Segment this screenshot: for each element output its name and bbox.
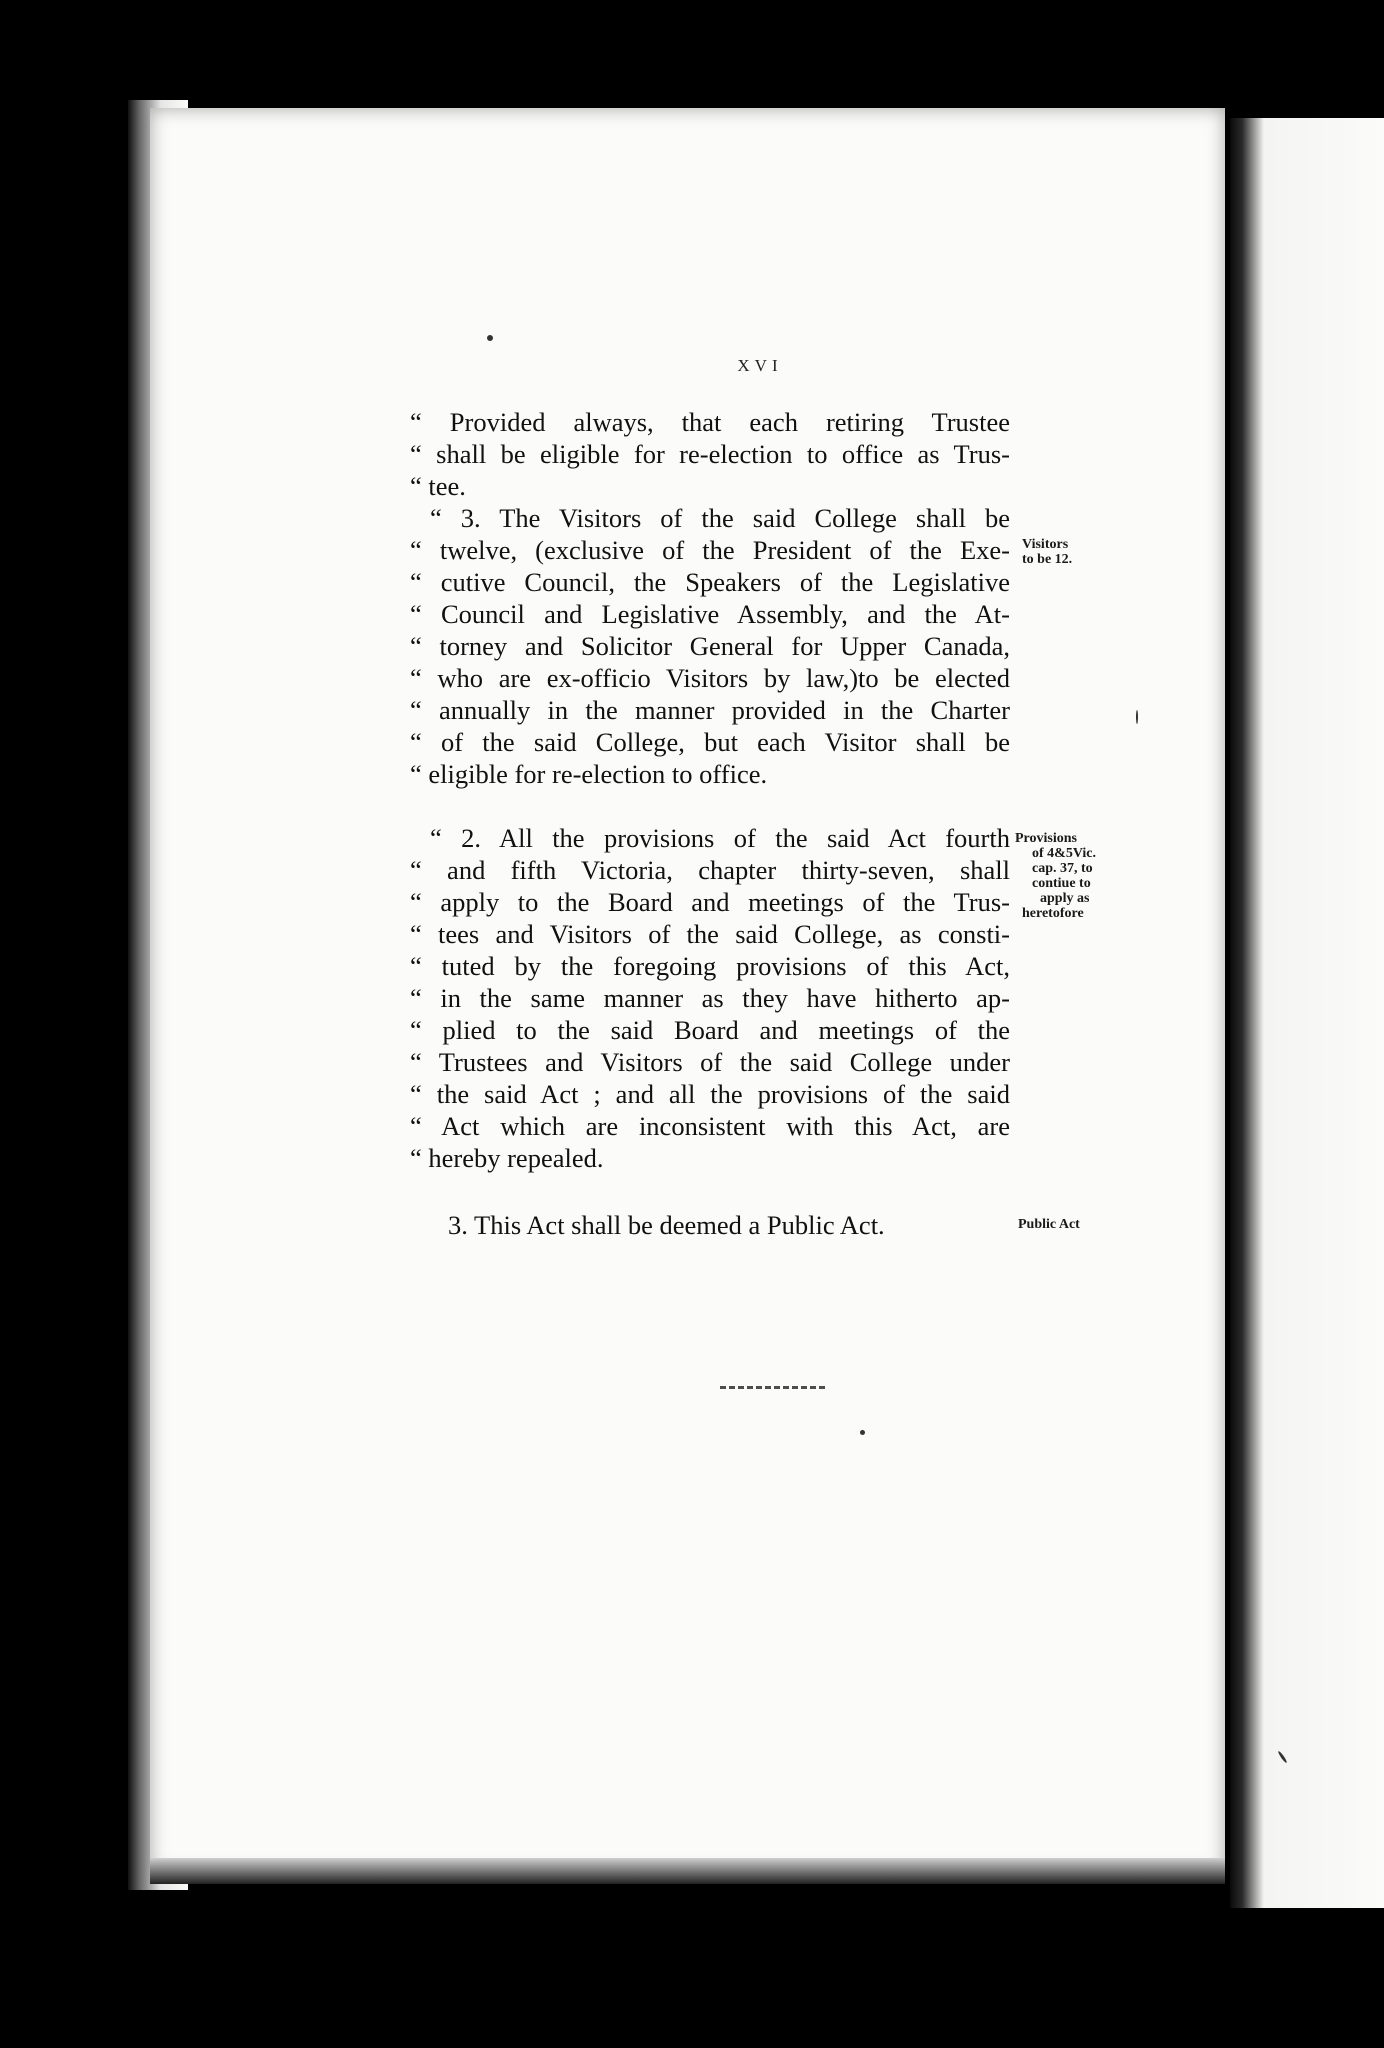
ink-speck xyxy=(1136,710,1138,724)
margin-note: to be 12. xyxy=(1022,552,1073,567)
text-line: “ cutive Council, the Speakers of the Legislative xyxy=(410,567,1010,597)
text-line: “ apply to the Board and meetings of the Trus- xyxy=(410,887,1010,917)
text-line: “ torney and Solicitor General for Upper Canada, xyxy=(410,631,1010,661)
text-line: “ shall be eligible for re-election to office as Trus- xyxy=(410,439,1010,469)
margin-note: apply as xyxy=(1040,891,1090,906)
text-line: “ tee. xyxy=(410,471,466,501)
margin-note: cap. 37, to xyxy=(1032,861,1093,876)
ink-speck xyxy=(860,1430,865,1435)
text-line: “ plied to the said Board and meetings of the xyxy=(410,1015,1010,1045)
text-line: “ Provided always, that each retiring Trustee xyxy=(410,407,1010,437)
margin-note: heretofore xyxy=(1022,906,1084,921)
text-line: “ Trustees and Visitors of the said College under xyxy=(410,1047,1010,1077)
page-number: XVI xyxy=(737,356,783,375)
text-line: “ tuted by the foregoing provisions of this Act, xyxy=(410,951,1010,981)
text-line: “ Act which are inconsistent with this Act, are xyxy=(410,1111,1010,1141)
text-line: “ eligible for re-election to office. xyxy=(410,759,768,789)
margin-note: Visitors xyxy=(1022,537,1069,552)
text-line: “ who are ex-officio Visitors by law,)to be elected xyxy=(410,663,1010,693)
text-line: “ hereby repealed. xyxy=(410,1143,604,1173)
margin-note: Public Act xyxy=(1018,1217,1080,1232)
margin-note: Provisions xyxy=(1015,831,1077,846)
margin-note: of 4&5Vic. xyxy=(1032,846,1097,861)
text-line: “ the said Act ; and all the provisions of the said xyxy=(410,1079,1010,1109)
margin-note: contiue to xyxy=(1032,876,1091,891)
next-page-edge xyxy=(1230,118,1384,1908)
text-line: “ tees and Visitors of the said College, as consti- xyxy=(410,919,1010,949)
text-line: “ annually in the manner provided in the Charter xyxy=(410,695,1010,725)
ornamental-rule xyxy=(720,1386,825,1389)
text-line: “ Council and Legislative Assembly, and the At- xyxy=(410,599,1010,629)
text-line: “ 3. The Visitors of the said College shall be xyxy=(430,503,1010,533)
text-line: “ and fifth Victoria, chapter thirty-seven, shall xyxy=(410,855,1010,885)
text-line: “ twelve, (exclusive of the President of the Exe- xyxy=(410,535,1010,565)
text-line: “ 2. All the provisions of the said Act fourth xyxy=(430,823,1010,853)
text-line: 3. This Act shall be deemed a Public Act. xyxy=(448,1210,885,1240)
text-line: “ of the said College, but each Visitor shall be xyxy=(410,727,1010,757)
page-bottom-edge xyxy=(150,1858,1225,1884)
text-line: “ in the same manner as they have hitherto ap- xyxy=(410,983,1010,1013)
ink-speck xyxy=(487,335,493,341)
